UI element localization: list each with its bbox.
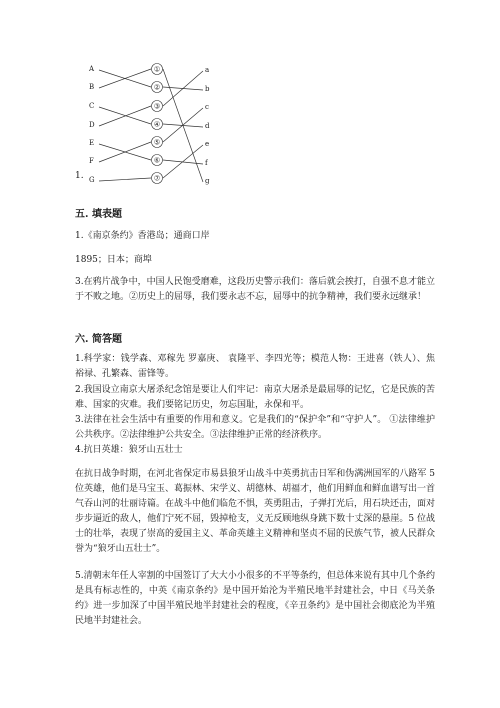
left-label: F	[89, 157, 94, 165]
fill-answer-1: 1.《南京条约》香港岛；通商口岸	[75, 231, 210, 241]
section5-heading: 五. 填表题	[75, 209, 122, 220]
middle-label: ①	[153, 65, 161, 74]
fill-answer-2: 1895；日本；商埠	[75, 255, 152, 265]
match-line	[163, 71, 203, 106]
match-line	[163, 124, 203, 127]
match-line	[99, 106, 151, 126]
middle-label: ④	[153, 120, 161, 129]
left-label: E	[89, 139, 95, 147]
right-label: g	[205, 177, 210, 185]
fill-answer-3: 3.在鸦片战争中，中国人民饱受磨难，这段历史警示我们：落后就会挨打，自强不息才能立于不败之地。②历史上的屈辱，我们要永志不忘，屈辱中的抗争精神，我们要永远继承！	[75, 277, 435, 302]
match-line	[99, 178, 151, 181]
middle-label: ⑦	[153, 174, 161, 183]
left-label: C	[89, 102, 95, 110]
left-label: B	[89, 83, 95, 91]
matching-diagram	[0, 0, 500, 200]
short-answer-2: 2.我国设立南京大屠杀纪念馆是要让人们牢记：南京大屠杀是最屈辱的记忆，它是民族的苦难、国家的灾难。我们要铭记历史，勿忘国耻，永保和平。	[75, 385, 435, 410]
short-answer-5: 5.清朝末年任人宰割的中国签订了大大小小很多的不平等条约，但总体来说有其中几个条约是具有标志性的，中英《南京条约》是中国开始沦为半殖民地半封建社会，中日《马关条约》进一步加深了中国半殖民地半封建社会的程度，《辛丑条约》是中国社会彻底沦为半殖民地半封建社会。	[75, 571, 435, 626]
story-paragraph: 在抗日战争时期，在河北省保定市易县狼牙山战斗中英勇抗击日军和伪满洲国军的八路军 5 位英雄，他们是马宝玉、葛振林、宋学义、胡德林、胡福才，他们用鲜血和鲜血谱写出一首气吞山河的壮丽诗篇。在战斗中他们临危不惧，英勇阻击，子弹打光后，用石块还击，面对步步逼近的敌人，他们宁死不屈，毁掉枪支，义无反顾地纵身跳下数十丈深的悬崖。5 位战士的壮举，表现了崇高的爱国主义、革命英雄主义精神和坚贞不屈的民族气节，被人民群众誉为“狼牙山五壮士”。	[75, 469, 436, 554]
match-line	[99, 142, 151, 162]
right-label: e	[205, 140, 210, 148]
match-line	[99, 107, 151, 124]
short-answer-1: 1.科学家：钱学森、邓稼先 罗嘉庚、 袁隆平、李四光等；模范人物：王进喜（铁人）、焦裕禄、孔繁森、雷锋等。	[75, 354, 435, 379]
match-line	[163, 160, 203, 164]
right-label: d	[205, 122, 210, 130]
left-label: D	[89, 121, 95, 129]
right-label: c	[205, 103, 209, 111]
middle-label: ③	[153, 102, 161, 111]
middle-label: ⑤	[153, 138, 161, 147]
left-label: A	[89, 65, 95, 73]
right-label: b	[205, 85, 210, 93]
middle-label: ②	[153, 83, 161, 92]
middle-label: ⑥	[153, 156, 161, 165]
match-line	[163, 108, 203, 142]
short-answer-3: 3.法律在社会生活中有重要的作用和意义。它是我们的“保护伞”和“守护人”。 ①法律维护公共秩序。②法律维护公共安全。③法律维护正常的经济秩序。	[75, 415, 435, 440]
short-answer-4: 4.抗日英雄：狼牙山五壮士	[75, 445, 183, 455]
section6-heading: 六. 简答题	[75, 334, 122, 345]
match-line	[163, 145, 203, 178]
right-label: a	[205, 66, 210, 74]
left-label: G	[89, 176, 95, 184]
match-line	[99, 69, 151, 88]
question-number: 1.	[75, 171, 84, 181]
right-label: f	[205, 159, 208, 167]
